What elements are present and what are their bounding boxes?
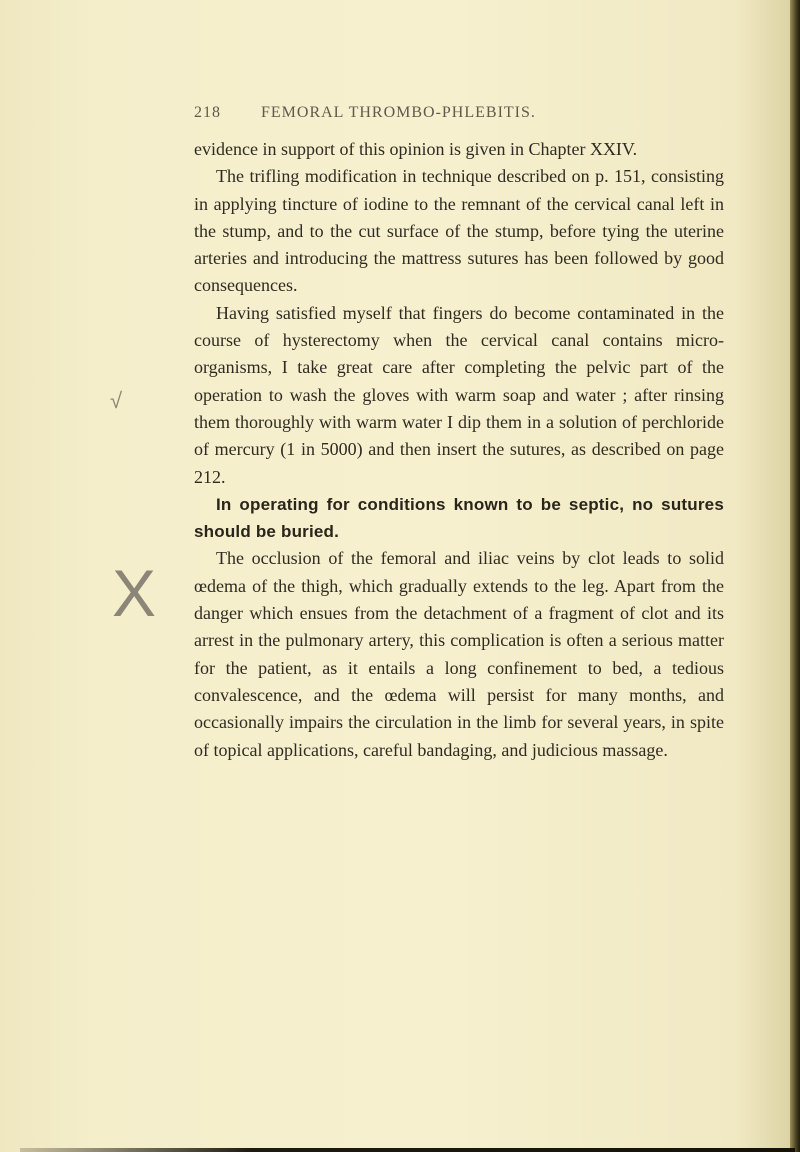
paragraph-2: The trifling modification in technique described on p. 151, consisting in applying tincture of iodine to the remnant of the cervical canal left in the stump, and to the cut surface of the stump, before tying the uterine arteries and introducing the mattress sutures has been followed by good consequences. <box>194 166 724 296</box>
paragraph-3: Having satisfied myself that fingers do become contaminated in the course of hysterectomy when the cervical canal contains micro-organisms, I take great care after completing the pelvic part of the operation to wash the gloves with warm soap and water ; after rinsing them thoroughly with warm water I dip them in a solution of perchloride of mercury (1 in 5000) and then insert the sutures, as described on page 212. <box>194 302 724 487</box>
page-edge-shadow-right <box>790 0 800 1152</box>
margin-cross-mark: X <box>112 556 157 630</box>
paragraph-4-emphasis: In operating for conditions known to be septic, no sutures should be buried. <box>194 494 724 542</box>
body-text <box>194 136 724 764</box>
paragraph-5: The occlusion of the femoral and iliac veins by clot leads to solid œdema of the thigh, which gradually extends to the leg. Apart from the danger which ensues from the detachment of a fragment of clot and its arrest in the pulmonary artery, this complication is often a serious matter for the patient, as it entails a long confinement to bed, a tedious convalescence, and the œdema will persist for many months, and occasionally impairs the circulation in the limb for several years, in spite of topical applications, careful bandaging, and judicious massage. <box>194 548 724 760</box>
margin-check-mark: √ <box>110 388 123 413</box>
running-header <box>194 104 536 122</box>
paragraph-1: evidence in support of this opinion is given in Chapter XXIV. <box>194 139 638 159</box>
page-edge-shadow-bottom <box>20 1148 795 1152</box>
page-number: 218 <box>194 104 221 121</box>
chapter-title: FEMORAL THROMBO-PHLEBITIS. <box>261 104 536 121</box>
